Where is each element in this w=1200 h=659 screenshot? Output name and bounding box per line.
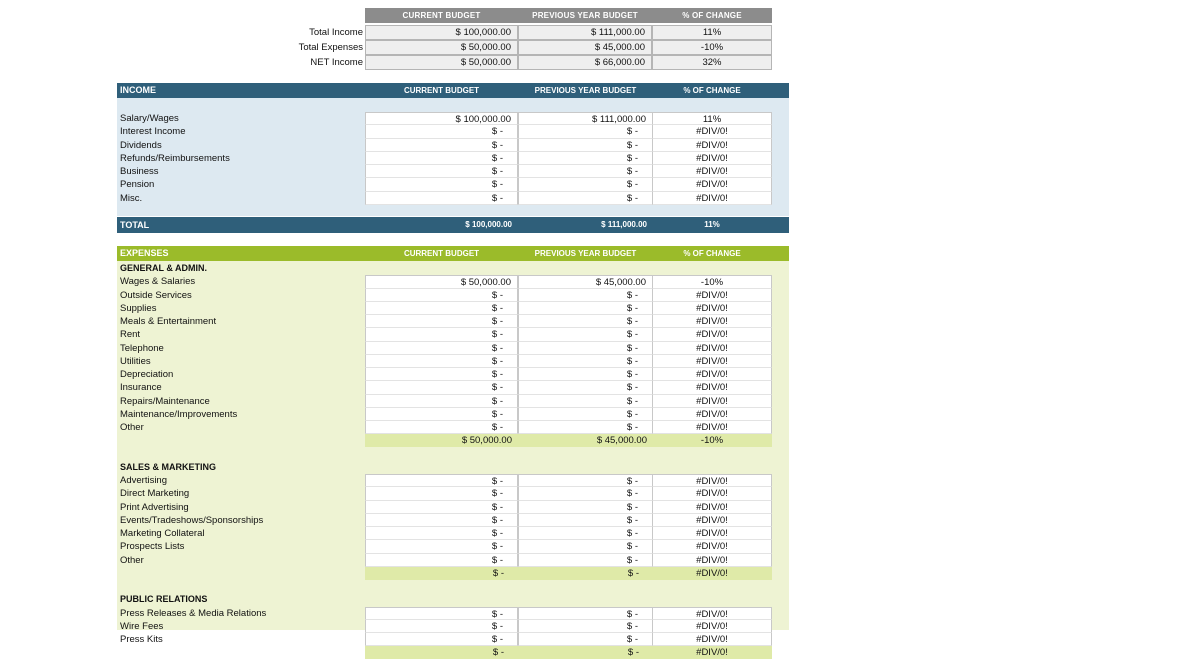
income-row-previous[interactable]: $ 111,000.00 <box>518 112 653 125</box>
expense-subtotal-change[interactable]: -10% <box>652 434 772 447</box>
summary-total-expenses-current[interactable]: $ 50,000.00 <box>365 40 518 55</box>
expense-row-change[interactable]: #DIV/0! <box>652 342 772 355</box>
income-row-label: Salary/Wages <box>120 113 179 124</box>
expense-row-change[interactable]: #DIV/0! <box>652 302 772 315</box>
summary-total-income-change[interactable]: 11% <box>652 25 772 40</box>
income-row-change[interactable]: #DIV/0! <box>652 178 772 191</box>
expense-subtotal-change[interactable]: #DIV/0! <box>652 567 772 580</box>
expense-row-label: Other <box>120 422 144 433</box>
expense-row-previous[interactable]: $ 45,000.00 <box>518 275 653 288</box>
expense-row-current[interactable]: $ - <box>365 368 518 381</box>
expense-row-previous[interactable]: $ - <box>518 633 653 646</box>
expense-subtotal-previous[interactable]: $ - <box>518 646 653 659</box>
expense-row-current[interactable]: $ - <box>365 289 518 302</box>
expense-row-previous[interactable]: $ - <box>518 540 653 553</box>
expense-row-change[interactable]: #DIV/0! <box>652 501 772 514</box>
expense-row-label: Advertising <box>120 475 167 486</box>
summary-net-income-previous[interactable]: $ 66,000.00 <box>518 55 652 70</box>
income-row-current[interactable]: $ - <box>365 152 518 165</box>
expense-row-current[interactable]: $ - <box>365 487 518 500</box>
expense-row-current[interactable]: $ - <box>365 607 518 620</box>
expense-row-previous[interactable]: $ - <box>518 527 653 540</box>
income-total-label: TOTAL <box>120 220 150 230</box>
expense-row-change[interactable]: #DIV/0! <box>652 554 772 567</box>
expense-row-label: Maintenance/Improvements <box>120 408 238 420</box>
expense-row-change[interactable]: #DIV/0! <box>652 620 772 633</box>
income-row-label: Interest Income <box>120 126 186 138</box>
summary-total-income-current[interactable]: $ 100,000.00 <box>365 25 518 40</box>
expense-row-current[interactable]: $ - <box>365 408 518 421</box>
expense-row-label: Wages & Salaries <box>120 276 196 288</box>
expense-row-label: Insurance <box>120 382 162 394</box>
expense-row-label: Marketing Collateral <box>120 528 205 539</box>
summary-label-net-income: NET Income <box>310 57 363 68</box>
expense-row-change[interactable]: #DIV/0! <box>652 487 772 500</box>
expense-row-label: Press Kits <box>120 634 163 645</box>
expense-row-previous[interactable]: $ - <box>518 355 653 368</box>
income-title: INCOME <box>120 85 156 95</box>
expense-row-previous[interactable]: $ - <box>518 487 653 500</box>
expense-row-current[interactable]: $ - <box>365 342 518 355</box>
expense-row-current[interactable]: $ - <box>365 395 518 408</box>
expense-row-previous[interactable]: $ - <box>518 607 653 620</box>
expense-row-previous[interactable]: $ - <box>518 302 653 315</box>
expense-row-change[interactable]: #DIV/0! <box>652 514 772 527</box>
income-row-change[interactable]: #DIV/0! <box>652 125 772 138</box>
expense-row-current[interactable]: $ - <box>365 527 518 540</box>
income-total-row <box>117 217 789 233</box>
income-row-current[interactable]: $ - <box>365 165 518 178</box>
expense-row-change[interactable]: #DIV/0! <box>652 381 772 394</box>
expense-row-previous[interactable]: $ - <box>518 289 653 302</box>
expense-row-previous[interactable]: $ - <box>518 395 653 408</box>
expense-row-label: Press Releases & Media Relations <box>120 607 267 619</box>
expense-row-change[interactable]: #DIV/0! <box>652 408 772 421</box>
expense-row-previous[interactable]: $ - <box>518 328 653 341</box>
expense-row-change[interactable]: #DIV/0! <box>652 633 772 646</box>
income-row-label: Pension <box>120 179 155 191</box>
expense-row-change[interactable]: #DIV/0! <box>652 607 772 620</box>
expense-row-previous[interactable]: $ - <box>518 342 653 355</box>
income-row-current[interactable]: $ 100,000.00 <box>365 112 518 125</box>
income-row-current[interactable]: $ - <box>365 178 518 191</box>
expense-row-change[interactable]: #DIV/0! <box>652 474 772 487</box>
income-row-previous[interactable]: $ - <box>518 152 653 165</box>
expense-row-current[interactable]: $ - <box>365 620 518 633</box>
expense-row-previous[interactable]: $ - <box>518 501 653 514</box>
expense-row-current[interactable]: $ - <box>365 302 518 315</box>
expense-row-previous[interactable]: $ - <box>518 620 653 633</box>
income-row-current[interactable]: $ - <box>365 125 518 138</box>
income-row-label: Business <box>120 166 159 177</box>
expense-row-label: Outside Services <box>120 289 192 301</box>
income-row-label: Dividends <box>120 139 162 151</box>
expense-row-label: Wire Fees <box>120 620 164 632</box>
expense-row-label: Utilities <box>120 355 151 367</box>
expense-row-label: Direct Marketing <box>120 488 190 500</box>
expense-subtotal-change[interactable]: #DIV/0! <box>652 646 772 659</box>
income-row-previous[interactable]: $ - <box>518 139 653 152</box>
summary-header-current: CURRENT BUDGET <box>365 8 518 23</box>
expense-row-current[interactable]: $ - <box>365 540 518 553</box>
expense-subtotal-previous[interactable]: $ 45,000.00 <box>518 434 653 447</box>
expense-row-previous[interactable]: $ - <box>518 315 653 328</box>
expense-row-change[interactable]: #DIV/0! <box>652 355 772 368</box>
expense-row-change[interactable]: #DIV/0! <box>652 395 772 408</box>
expense-row-current[interactable]: $ - <box>365 633 518 646</box>
summary-label-total-expenses: Total Expenses <box>298 42 363 53</box>
expense-row-change[interactable]: -10% <box>652 275 772 288</box>
expense-row-label: Supplies <box>120 302 157 314</box>
income-row-previous[interactable]: $ - <box>518 178 653 191</box>
income-row-change[interactable]: #DIV/0! <box>652 139 772 152</box>
expense-row-label: Prospects Lists <box>120 541 185 553</box>
expense-row-label: Repairs/Maintenance <box>120 395 210 407</box>
income-row-previous[interactable]: $ - <box>518 125 653 138</box>
income-row-current[interactable]: $ - <box>365 192 518 205</box>
expense-row-current[interactable]: $ - <box>365 554 518 567</box>
summary-total-expenses-change[interactable]: -10% <box>652 40 772 55</box>
summary-header-previous: PREVIOUS YEAR BUDGET <box>518 8 652 23</box>
expense-row-previous[interactable]: $ - <box>518 421 653 434</box>
expenses-header-change: % OF CHANGE <box>683 249 741 258</box>
expense-row-previous[interactable]: $ - <box>518 554 653 567</box>
summary-label-total-income: Total Income <box>309 27 363 38</box>
income-row-previous[interactable]: $ - <box>518 192 653 205</box>
expense-row-label: Depreciation <box>120 369 174 380</box>
expense-row-change[interactable]: #DIV/0! <box>652 527 772 540</box>
expense-row-current[interactable]: $ - <box>365 381 518 394</box>
expense-row-change[interactable]: #DIV/0! <box>652 328 772 341</box>
expense-row-label: Other <box>120 554 144 566</box>
expense-row-current[interactable]: $ - <box>365 501 518 514</box>
income-total-current[interactable]: $ 100,000.00 <box>465 220 512 229</box>
expenses-title: EXPENSES <box>120 248 169 258</box>
expense-row-change[interactable]: #DIV/0! <box>652 540 772 553</box>
expense-group-title: SALES & MARKETING <box>120 461 217 472</box>
income-header-current: CURRENT BUDGET <box>403 86 480 95</box>
expense-row-previous[interactable]: $ - <box>518 514 653 527</box>
expense-row-current[interactable]: $ - <box>365 355 518 368</box>
expenses-header <box>117 246 789 261</box>
summary-net-income-current[interactable]: $ 50,000.00 <box>365 55 518 70</box>
summary-header-change: % OF CHANGE <box>652 8 772 23</box>
expenses-header-current: CURRENT BUDGET <box>403 249 480 258</box>
summary-net-income-change[interactable]: 32% <box>652 55 772 70</box>
expense-row-label: Events/Tradeshows/Sponsorships <box>120 514 264 526</box>
expenses-header-previous: PREVIOUS YEAR BUDGET <box>534 249 637 258</box>
income-row-change[interactable]: #DIV/0! <box>652 192 772 205</box>
expense-row-previous[interactable]: $ - <box>518 381 653 394</box>
income-row-current[interactable]: $ - <box>365 139 518 152</box>
income-row-label: Refunds/Reimbursements <box>120 152 230 164</box>
income-row-label: Misc. <box>120 192 143 204</box>
income-row-previous[interactable]: $ - <box>518 165 653 178</box>
income-header <box>117 83 789 98</box>
expense-row-label: Meals & Entertainment <box>120 316 217 327</box>
income-total-change[interactable]: 11% <box>704 220 720 229</box>
summary-total-income-previous[interactable]: $ 111,000.00 <box>518 25 652 40</box>
expense-row-current[interactable]: $ - <box>365 421 518 434</box>
expense-subtotal-current[interactable]: $ - <box>365 567 518 580</box>
expense-row-label: Telephone <box>120 342 164 354</box>
expense-row-current[interactable]: $ - <box>365 514 518 527</box>
summary-total-expenses-previous[interactable]: $ 45,000.00 <box>518 40 652 55</box>
expense-row-current[interactable]: $ - <box>365 328 518 341</box>
income-row-change[interactable]: #DIV/0! <box>652 152 772 165</box>
expense-row-previous[interactable]: $ - <box>518 408 653 421</box>
income-header-change: % OF CHANGE <box>683 86 741 95</box>
expense-subtotal-previous[interactable]: $ - <box>518 567 653 580</box>
expense-row-change[interactable]: #DIV/0! <box>652 289 772 302</box>
expense-row-change[interactable]: #DIV/0! <box>652 315 772 328</box>
expense-row-label: Print Advertising <box>120 501 189 513</box>
expense-row-label: Rent <box>120 329 141 341</box>
expense-row-change[interactable]: #DIV/0! <box>652 421 772 434</box>
expense-row-current[interactable]: $ - <box>365 315 518 328</box>
income-header-previous: PREVIOUS YEAR BUDGET <box>534 86 637 95</box>
expense-subtotal-current[interactable]: $ 50,000.00 <box>365 434 518 447</box>
expense-subtotal-current[interactable]: $ - <box>365 646 518 659</box>
expense-group-title: GENERAL & ADMIN. <box>120 263 208 273</box>
expense-row-change[interactable]: #DIV/0! <box>652 368 772 381</box>
expense-row-previous[interactable]: $ - <box>518 474 653 487</box>
expense-row-previous[interactable]: $ - <box>518 368 653 381</box>
expense-row-current[interactable]: $ - <box>365 474 518 487</box>
expense-group-title: PUBLIC RELATIONS <box>120 594 208 605</box>
income-total-previous[interactable]: $ 111,000.00 <box>601 220 647 229</box>
expense-row-current[interactable]: $ 50,000.00 <box>365 275 518 288</box>
income-row-change[interactable]: #DIV/0! <box>652 165 772 178</box>
income-row-change[interactable]: 11% <box>652 112 772 125</box>
